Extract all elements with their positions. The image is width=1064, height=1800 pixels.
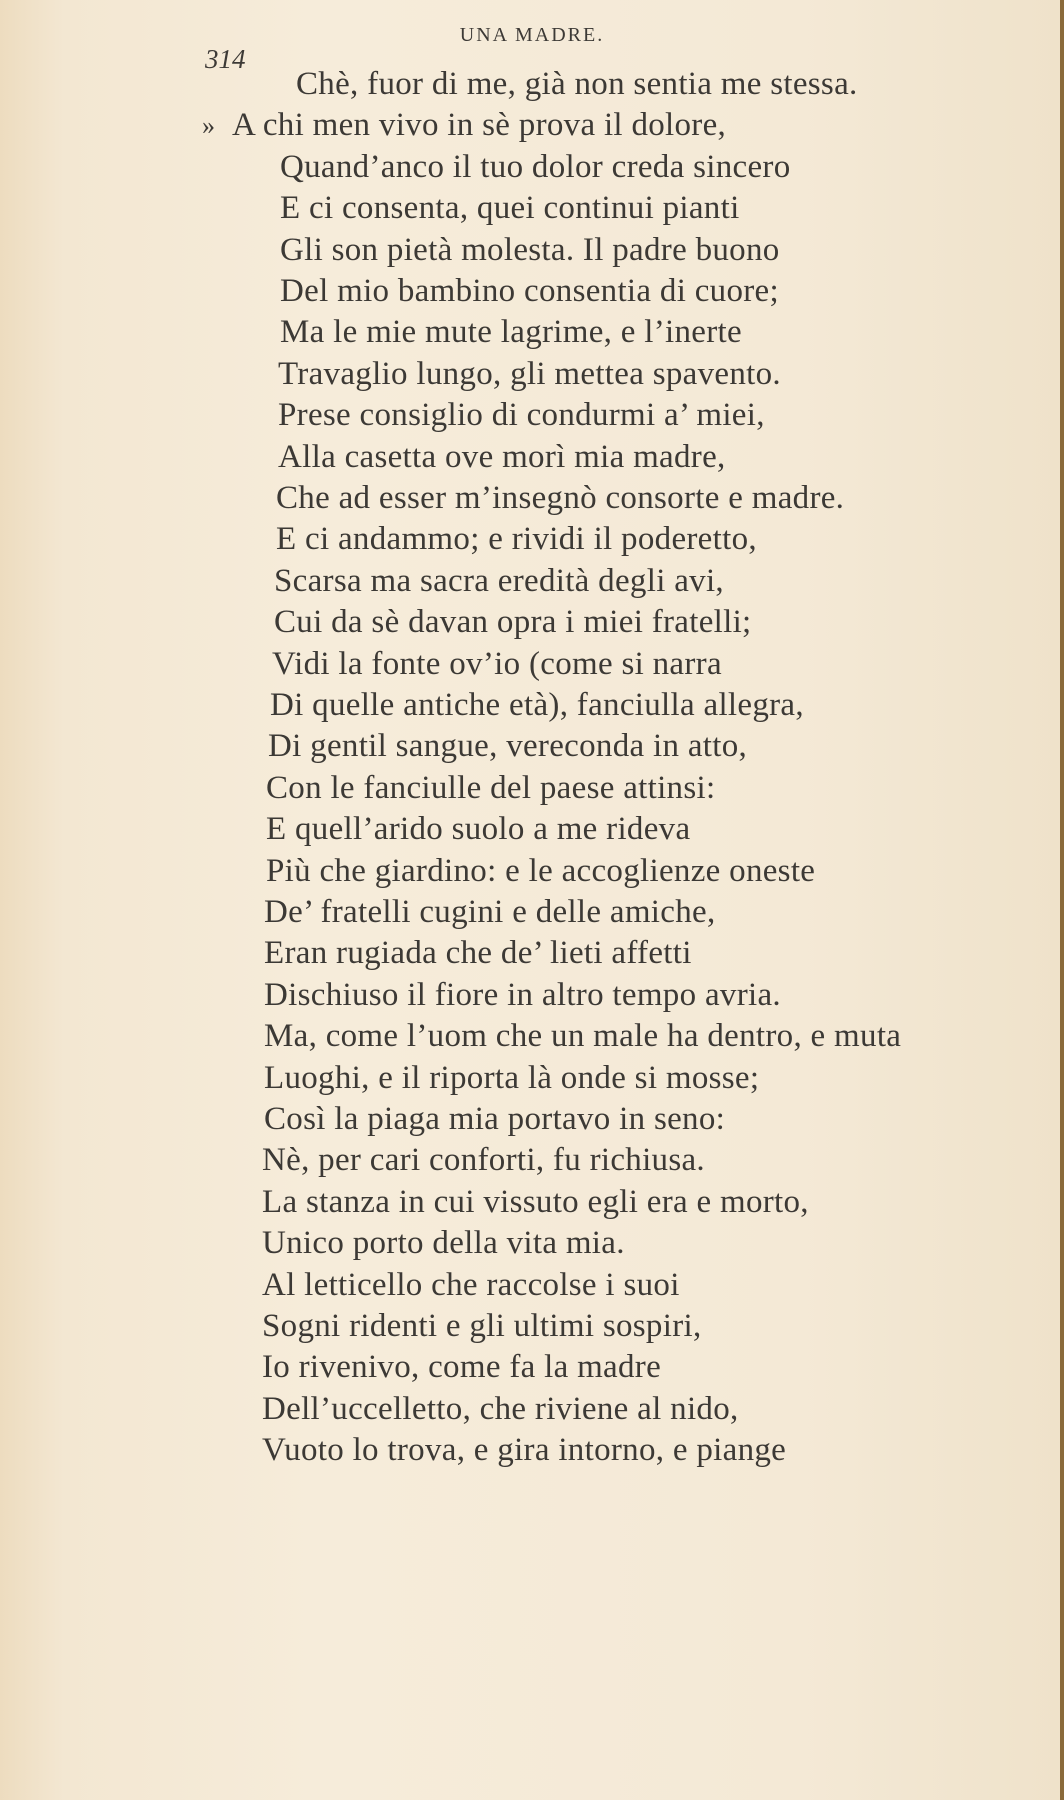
verse-line: Con le fanciulle del paese attinsi: xyxy=(266,770,716,806)
verse-line: A chi men vivo in sè prova il dolore, xyxy=(232,107,727,143)
verse-line: Dischiuso il fiore in altro tempo avria. xyxy=(264,977,781,1013)
verse-line: Prese consiglio di condurmi a’ miei, xyxy=(278,397,765,433)
speech-quote-mark: » xyxy=(202,111,215,140)
verse-line: Al letticello che raccolse i suoi xyxy=(262,1267,680,1303)
running-head: UNA MADRE. xyxy=(459,24,605,46)
verse-line: Alla casetta ove morì mia madre, xyxy=(278,439,726,475)
verse-line: La stanza in cui vissuto egli era e morto, xyxy=(262,1184,809,1220)
verse-line: Nè, per cari conforti, fu richiusa. xyxy=(262,1142,705,1178)
verse-line: Che ad esser m’insegnò consorte e madre. xyxy=(276,480,845,516)
verse-line: E ci andammo; e rividi il poderetto, xyxy=(276,521,757,557)
verse-line: Ma le mie mute lagrime, e l’inerte xyxy=(280,314,742,350)
verse-line: Ma, come l’uom che un male ha dentro, e muta xyxy=(264,1018,902,1054)
verse-line: Unico porto della vita mia. xyxy=(262,1225,625,1261)
verse-line: Vuoto lo trova, e gira intorno, e piange xyxy=(262,1432,787,1468)
verse-line: Sogni ridenti e gli ultimi sospiri, xyxy=(262,1308,702,1344)
verse-line: Chè, fuor di me, già non sentia me stessa. xyxy=(296,66,858,102)
page-number: 314 xyxy=(205,44,246,74)
verse-line: Di quelle antiche età), fanciulla allegra, xyxy=(270,687,804,723)
verse-line: E quell’arido suolo a me rideva xyxy=(266,811,691,847)
verse-line: Quand’anco il tuo dolor creda sincero xyxy=(280,149,791,185)
verse-line: Cui da sè davan opra i miei fratelli; xyxy=(274,604,752,640)
verse-line: De’ fratelli cugini e delle amiche, xyxy=(264,894,716,930)
verse-line: Scarsa ma sacra eredità degli avi, xyxy=(274,563,724,599)
verse-line: Luoghi, e il riporta là onde si mosse; xyxy=(264,1060,760,1096)
verse-line: Travaglio lungo, gli mettea spavento. xyxy=(278,356,781,392)
verse-line: Dell’uccelletto, che riviene al nido, xyxy=(262,1391,739,1427)
verse-line: Più che giardino: e le accoglienze oneste xyxy=(266,853,816,889)
verse-line: Del mio bambino consentia di cuore; xyxy=(280,273,779,309)
verse-line: Vidi la fonte ov’io (come si narra xyxy=(272,646,722,682)
verse-line: Così la piaga mia portavo in seno: xyxy=(264,1101,726,1137)
verse-line: Io rivenivo, come fa la madre xyxy=(262,1349,662,1385)
verse-line: E ci consenta, quei continui pianti xyxy=(280,190,740,226)
verse-line: Eran rugiada che de’ lieti affetti xyxy=(264,935,692,971)
verse-line: Di gentil sangue, vereconda in atto, xyxy=(268,728,748,764)
verse-line: Gli son pietà molesta. Il padre buono xyxy=(280,232,780,268)
